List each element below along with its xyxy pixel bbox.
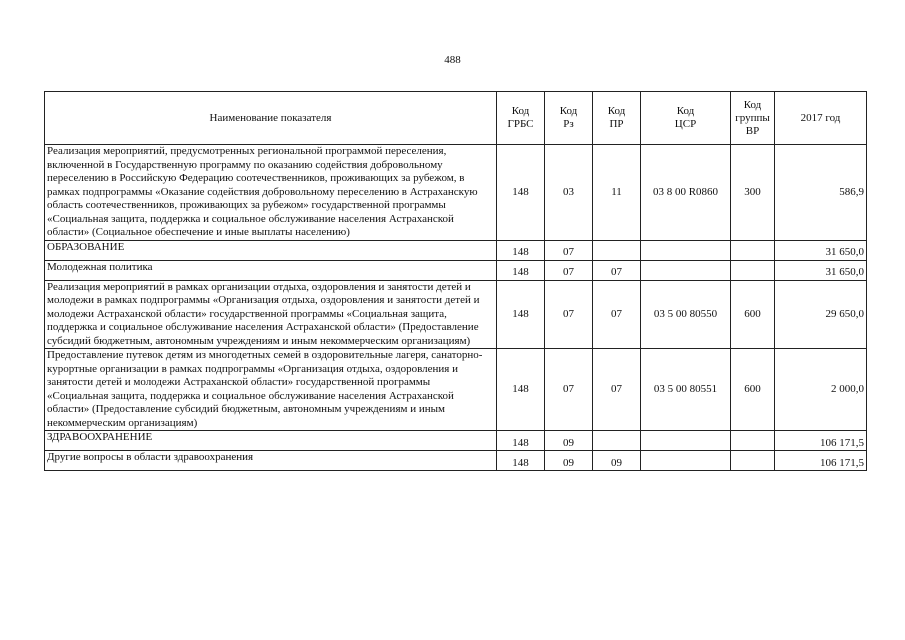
row-grbs: 148 [497,431,545,451]
row-rz: 09 [545,451,593,471]
header-pr [593,92,641,145]
row-vr [731,451,775,471]
header-rz-line1: Код [559,105,578,117]
row-csr: 03 8 00 R0860 [641,145,731,241]
row-name: Другие вопросы в области здравоохранения [45,451,497,471]
row-name: Реализация мероприятий, предусмотренных региональной программой переселения, включенной в Государственную программу по оказанию содействия добровольному переселению в Российскую Федерацию соотечественников, проживающих за рубежом, в рамках подпрограммы «Оказание содействия добровольному переселению в Астраханскую область соотечественников, проживающих за рубежом» государственной программы «Социальная защита, поддержка и социальное обслуживание населения Астраханской области» (Социальное обеспечение и иные выплаты населению) [45,145,497,241]
row-vr [731,240,775,260]
row-csr [641,431,731,451]
row-csr: 03 5 00 80550 [641,280,731,349]
row-pr [593,240,641,260]
row-grbs: 148 [497,240,545,260]
row-rz: 03 [545,145,593,241]
row-csr [641,451,731,471]
header-vr [731,92,775,145]
row-amount: 2 000,0 [775,349,867,431]
row-vr [731,260,775,280]
header-csr-line1: Код [676,105,695,117]
row-grbs: 148 [497,145,545,241]
row-amount: 29 650,0 [775,280,867,349]
row-rz: 07 [545,349,593,431]
row-pr [593,431,641,451]
header-grbs-line1: Код [511,105,530,117]
table-row [45,431,867,451]
row-pr: 07 [593,280,641,349]
row-rz: 09 [545,431,593,451]
row-vr: 600 [731,349,775,431]
row-grbs: 148 [497,451,545,471]
row-csr [641,260,731,280]
row-pr: 11 [593,145,641,241]
row-rz: 07 [545,280,593,349]
row-name: ОБРАЗОВАНИЕ [45,240,497,260]
header-name: Наименование показателя [45,92,497,145]
header-year: 2017 год [775,92,867,145]
row-name: Предоставление путевок детям из многодетных семей в оздоровительные лагеря, санаторно-курортные организации в рамках подпрограммы «Организация отдыха, оздоровления и занятости детей и молодежи Астраханской области» государственной программы «Социальная защита, поддержка и социальное обслуживание населения Астраханской области» (Предоставление субсидий бюджетным, автономным учреждениям и иным некоммерческим организациям) [45,349,497,431]
row-rz: 07 [545,260,593,280]
row-grbs: 148 [497,260,545,280]
row-amount: 106 171,5 [775,431,867,451]
row-vr: 300 [731,145,775,241]
row-rz: 07 [545,240,593,260]
table-row [45,349,867,431]
header-grbs-line2: ГРБС [507,118,534,130]
page-number: 488 [444,54,461,66]
header-rz-line2: Рз [563,118,574,130]
table-header-row [45,92,867,145]
row-pr: 07 [593,260,641,280]
header-vr-line2: группы [735,111,770,124]
table-row [45,145,867,241]
row-pr: 09 [593,451,641,471]
header-grbs [497,92,545,145]
header-vr-line1: Код [743,98,762,111]
budget-table [44,91,867,471]
row-amount: 31 650,0 [775,260,867,280]
table-row [45,280,867,349]
row-pr: 07 [593,349,641,431]
row-csr [641,240,731,260]
table-row [45,240,867,260]
header-pr-line1: Код [607,105,626,117]
row-vr: 600 [731,280,775,349]
table-row [45,260,867,280]
row-amount: 106 171,5 [775,451,867,471]
header-rz [545,92,593,145]
row-csr: 03 5 00 80551 [641,349,731,431]
row-amount: 31 650,0 [775,240,867,260]
header-csr-line2: ЦСР [674,118,697,130]
row-grbs: 148 [497,349,545,431]
row-name: Реализация мероприятий в рамках организации отдыха, оздоровления и занятости детей и молодежи в рамках подпрограммы «Организация отдыха, оздоровления и занятости детей и молодежи Астраханской области» государственной программы «Социальная защита, поддержка и социальное обслуживание населения Астраханской области» (Предоставление субсидий бюджетным, автономным учреждениям и иным некоммерческим организациям) [45,280,497,349]
header-csr [641,92,731,145]
header-pr-line2: ПР [609,118,624,130]
row-vr [731,431,775,451]
row-amount: 586,9 [775,145,867,241]
header-vr-line3: ВР [745,124,760,137]
row-grbs: 148 [497,280,545,349]
table-row [45,451,867,471]
row-name: Молодежная политика [45,260,497,280]
row-name: ЗДРАВООХРАНЕНИЕ [45,431,497,451]
